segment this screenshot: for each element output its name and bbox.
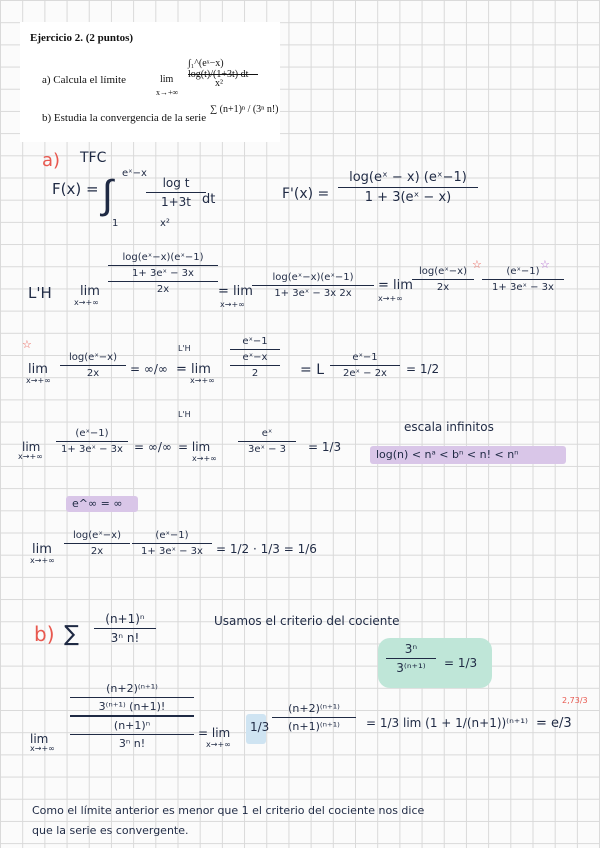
row1-right-fraction-2: (eˣ−1) 1+ 3eˣ − 3x — [482, 266, 564, 293]
series-fraction: (n+1)ⁿ 3ⁿ n! — [94, 612, 156, 645]
part-a-statement: a) Calcula el límite — [42, 74, 126, 86]
integral-lower: 1 — [112, 218, 119, 229]
part-a-label: a) — [42, 150, 61, 171]
star-mark-3: ☆ — [22, 338, 32, 351]
lim-row1c: = lim — [378, 278, 413, 293]
lim-ratio-sub: x→+∞ — [30, 744, 55, 753]
exercise-title: Ejercicio 2. (2 puntos) — [30, 32, 134, 44]
row2-lh-tag: L'H — [178, 344, 191, 353]
part-a-expression: lim x→+∞ ∫₁^(eˣ−x) log(t)/(1+3t) dt x² — [160, 52, 270, 112]
integrand-fraction: log t 1+3t — [146, 176, 206, 209]
conclusion-line-2: que la serie es convergente. — [32, 824, 189, 837]
integral-sign: ∫ — [102, 172, 113, 218]
row2-last-fraction: eˣ−1 2eˣ − 2x — [330, 352, 400, 379]
x-squared: x² — [160, 218, 170, 229]
row1-big-fraction: log(eˣ−x)(eˣ−1) 1+ 3eˣ − 3x 2x — [108, 252, 218, 295]
lim-row1b: = lim — [218, 284, 253, 299]
criterion-text: Usamos el criterio del cociente — [214, 614, 400, 628]
printed-statement — [20, 22, 280, 142]
Fprime-lhs: F'(x) = — [282, 186, 330, 202]
approx: 2,73/3 — [562, 696, 588, 705]
star-mark-1: ☆ — [472, 258, 482, 271]
row2-L: = L — [300, 362, 324, 378]
row4-result: = 1/2 · 1/3 = 1/6 — [216, 542, 317, 556]
lim-step2-sub: x→+∞ — [206, 740, 231, 749]
part-b-label: b) — [34, 622, 55, 646]
step2-fraction: (n+2)⁽ⁿ⁺¹⁾ (n+1)⁽ⁿ⁺¹⁾ — [272, 702, 356, 733]
lim-row4: lim — [32, 542, 52, 557]
tfc-label: TFC — [80, 150, 107, 166]
row2-fraction: log(eˣ−x) 2x — [60, 352, 126, 379]
row2-eq1: = ∞/∞ — [130, 362, 168, 376]
row4-fraction-2: (eˣ−1) 1+ 3eˣ − 3x — [132, 530, 212, 557]
lim-ratio: lim — [30, 732, 49, 746]
lim-row3b: = lim — [178, 440, 211, 454]
ratio-fraction: (n+2)⁽ⁿ⁺¹⁾ 3⁽ⁿ⁺¹⁾ (n+1)! (n+1)ⁿ 3ⁿ n! — [70, 682, 194, 750]
lim-step2: = lim — [198, 726, 231, 740]
escala-label: escala infinitos — [404, 420, 494, 434]
lim-row1c-sub: x→+∞ — [378, 294, 403, 303]
lim-row4-sub: x→+∞ — [30, 556, 55, 565]
lim-row2b-sub: x→+∞ — [190, 376, 215, 385]
row1-mid-fraction: log(eˣ−x)(eˣ−1) 1+ 3eˣ − 3x 2x — [252, 272, 374, 299]
escala-expression: log(n) < nᵃ < bⁿ < n! < nⁿ — [376, 448, 519, 461]
row2-lh-fraction: eˣ−1 eˣ−x 2 — [230, 336, 280, 379]
row2-result: = 1/2 — [406, 362, 440, 376]
Fprime-fraction: log(eˣ − x) (eˣ−1) 1 + 3(eˣ − x) — [338, 170, 478, 205]
lim-row2-sub: x→+∞ — [26, 376, 51, 385]
lhopital-label: L'H — [28, 284, 52, 302]
row3-fraction: (eˣ−1) 1+ 3eˣ − 3x — [56, 428, 128, 455]
integral-upper: eˣ−x — [122, 168, 147, 179]
F-definition-lhs: F(x) = — [52, 180, 99, 198]
step3: = 1/3 lim (1 + 1/(n+1))⁽ⁿ⁺¹⁾ — [366, 716, 529, 730]
lim-row2b: = lim — [176, 362, 211, 377]
dt-label: dt — [202, 192, 216, 207]
row3-result: = 1/3 — [308, 440, 342, 454]
conclusion-line-1: Como el límite anterior es menor que 1 el criterio del cociente nos dice — [32, 804, 425, 817]
lim-row1-sub: x→+∞ — [74, 298, 99, 307]
part-b-statement: b) Estudia la convergencia de la serie — [42, 112, 207, 124]
step2-coef: 1/3 — [250, 720, 270, 734]
lim-row2: lim — [28, 362, 48, 377]
row3-lh-tag: L'H — [178, 410, 191, 419]
green-result: = 1/3 — [444, 656, 478, 670]
lim-row1: lim — [80, 284, 100, 299]
step4: = e/3 — [536, 716, 572, 731]
lim-row1b-sub: x→+∞ — [220, 300, 245, 309]
row3-lh-fraction: eˣ 3eˣ − 3 — [238, 428, 296, 455]
lim-row3b-sub: x→+∞ — [192, 454, 217, 463]
row4-fraction-1: log(eˣ−x) 2x — [64, 530, 130, 557]
lim-row3: lim — [22, 440, 41, 454]
part-b-expression: ∑ (n+1)ⁿ / (3ⁿ n!) — [210, 104, 279, 115]
e-inf: e^∞ = ∞ — [72, 497, 123, 510]
star-mark-2: ☆ — [540, 258, 550, 271]
row1-right-fraction-1: log(eˣ−x) 2x — [412, 266, 474, 293]
green-fraction: 3ⁿ 3⁽ⁿ⁺¹⁾ — [386, 642, 436, 675]
sum-sign: ∑ — [64, 622, 79, 647]
lim-row3-sub: x→+∞ — [18, 452, 43, 461]
row3-eq1: = ∞/∞ — [134, 440, 172, 454]
